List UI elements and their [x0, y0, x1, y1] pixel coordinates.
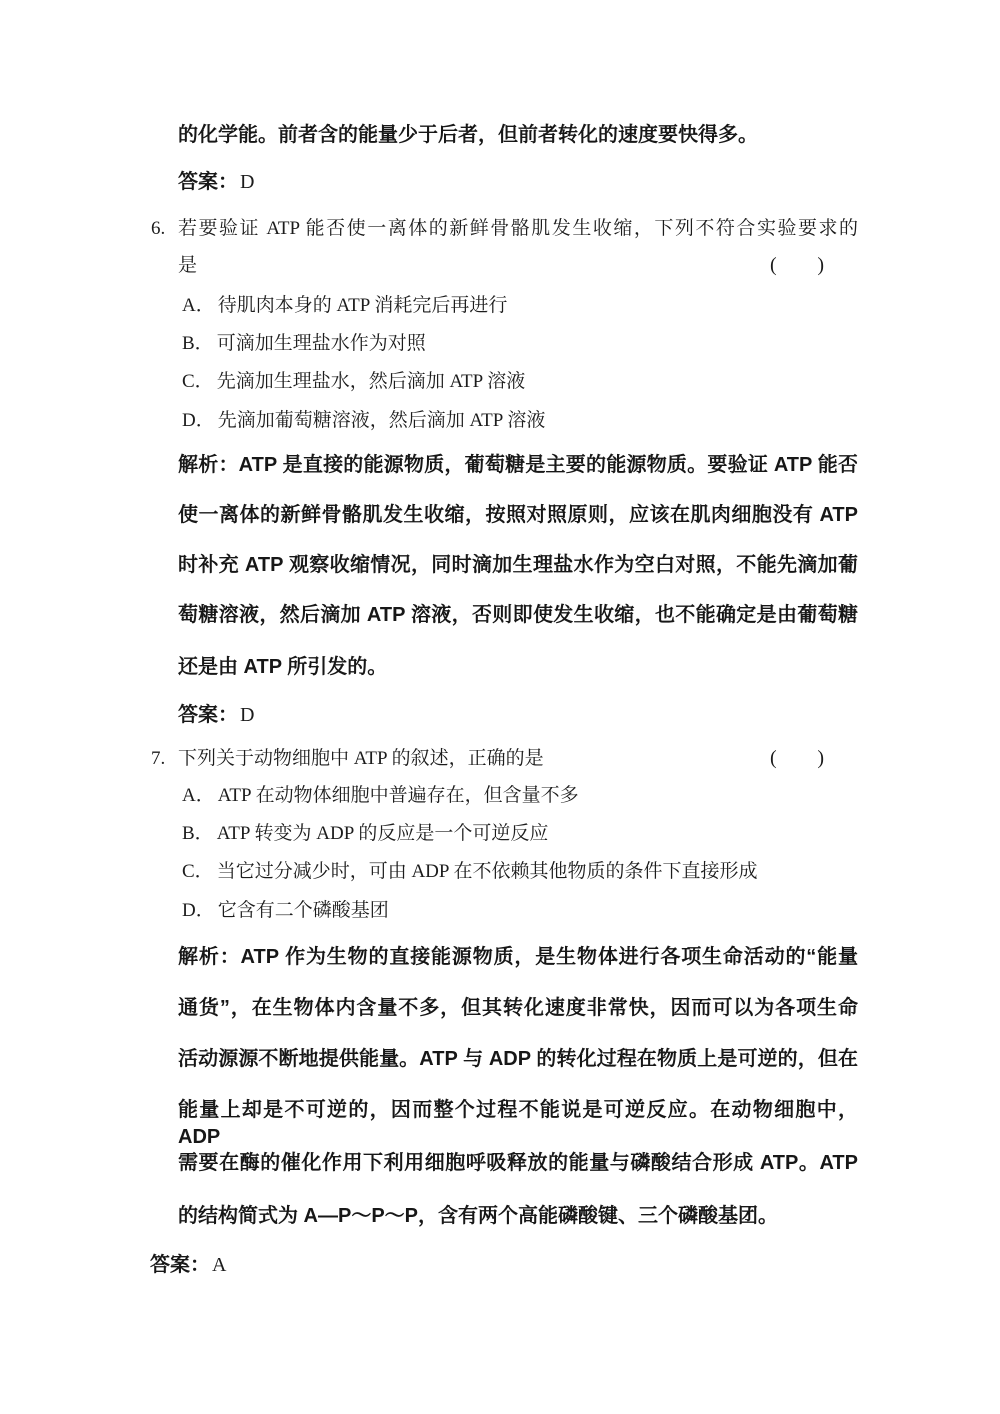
paren-close: )	[817, 747, 824, 769]
q7-answer-value: A	[212, 1254, 227, 1276]
q7-option-c-label: C．	[182, 861, 214, 882]
q7-option-a	[182, 782, 579, 809]
q7-analysis-line-3: 活动源源不断地提供能量。ATP 与 ADP 的转化过程在物质上是可逆的，但在	[178, 1048, 858, 1070]
q6-option-b-text: 可滴加生理盐水作为对照	[216, 333, 426, 354]
q6-number: 6.	[151, 218, 166, 239]
q7-option-b-text: ATP 转变为 ADP 的反应是一个可逆反应	[216, 823, 549, 844]
q7-option-d-text: 它含有二个磷酸基团	[217, 900, 389, 921]
paren-open: (	[770, 747, 777, 769]
q6-option-c-text: 先滴加生理盐水，然后滴加 ATP 溶液	[216, 371, 526, 392]
paren-open: (	[770, 254, 777, 276]
paren-close: )	[817, 254, 824, 276]
q5-analysis-tail: 的化学能。前者含的能量少于后者，但前者转化的速度要快得多。	[178, 124, 758, 146]
q6-option-b-label: B．	[182, 333, 214, 354]
q7-option-a-label: A．	[182, 785, 215, 806]
q6-analysis-line-5: 还是由 ATP 所引发的。	[178, 656, 388, 678]
q7-option-d	[182, 897, 389, 924]
q7-analysis-line-2: 通货”，在生物体内含量不多，但其转化速度非常快，因而可以为各项生命	[178, 997, 858, 1019]
q7-answer-parens	[770, 745, 824, 772]
q7-option-b	[182, 820, 548, 847]
q6-answer-parens	[770, 252, 824, 279]
q6-option-a-label: A．	[182, 295, 215, 316]
q7-analysis-line-5: 需要在酶的催化作用下利用细胞呼吸释放的能量与磷酸结合形成 ATP。ATP	[178, 1152, 858, 1174]
q6-analysis-line-3: 时补充 ATP 观察收缩情况，同时滴加生理盐水作为空白对照，不能先滴加葡	[178, 554, 858, 576]
q5-answer	[178, 169, 254, 196]
q7-option-d-label: D．	[182, 900, 215, 921]
q5-answer-value: D	[240, 171, 255, 193]
q6-option-c	[182, 368, 525, 395]
q6-option-a	[182, 292, 507, 319]
q6-option-b	[182, 330, 426, 357]
q6-analysis-line-1: 解析：ATP 是直接的能源物质，葡萄糖是主要的能源物质。要验证 ATP 能否	[178, 454, 858, 476]
q6-answer-label: 答案：	[178, 704, 238, 726]
q7-option-c-text: 当它过分减少时，可由 ADP 在不依赖其他物质的条件下直接形成	[216, 861, 758, 882]
q7-option-b-label: B．	[182, 823, 214, 844]
q7-analysis-line-4: 能量上却是不可逆的，因而整个过程不能说是可逆反应。在动物细胞中，ADP	[178, 1099, 858, 1148]
q7-analysis-line-6: 的结构简式为 A—P～P～P，含有两个高能磷酸键、三个磷酸基团。	[178, 1205, 779, 1227]
q6-analysis-line-4: 萄糖溶液，然后滴加 ATP 溶液，否则即使发生收缩，也不能确定是由葡萄糖	[178, 604, 858, 626]
q6-option-d-label: D．	[182, 410, 215, 431]
q7-option-c	[182, 858, 758, 885]
q6-option-d	[182, 407, 545, 434]
q6-option-d-text: 先滴加葡萄糖溶液，然后滴加 ATP 溶液	[217, 410, 546, 431]
q6-analysis-line-2: 使一离体的新鲜骨骼肌发生收缩，按照对照原则，应该在肌肉细胞没有 ATP	[178, 504, 858, 526]
q6-stem-line2: 是	[178, 255, 198, 276]
q6-stem-line1: 若要验证 ATP 能否使一离体的新鲜骨骼肌发生收缩，下列不符合实验要求的	[178, 218, 858, 239]
q6-option-c-label: C．	[182, 371, 214, 392]
q7-number: 7.	[151, 748, 166, 769]
q6-answer-value: D	[240, 704, 255, 726]
q7-answer	[150, 1252, 226, 1279]
q7-stem-line1: 下列关于动物细胞中 ATP 的叙述，正确的是	[178, 748, 544, 769]
q7-option-a-text: ATP 在动物体细胞中普遍存在，但含量不多	[217, 785, 579, 806]
q6-answer	[178, 702, 254, 729]
q7-answer-label: 答案：	[150, 1254, 210, 1276]
q6-option-a-text: 待肌肉本身的 ATP 消耗完后再进行	[217, 295, 508, 316]
q7-analysis-line-1: 解析：ATP 作为生物的直接能源物质，是生物体进行各项生命活动的“能量	[178, 946, 858, 968]
q5-answer-label: 答案：	[178, 171, 238, 193]
